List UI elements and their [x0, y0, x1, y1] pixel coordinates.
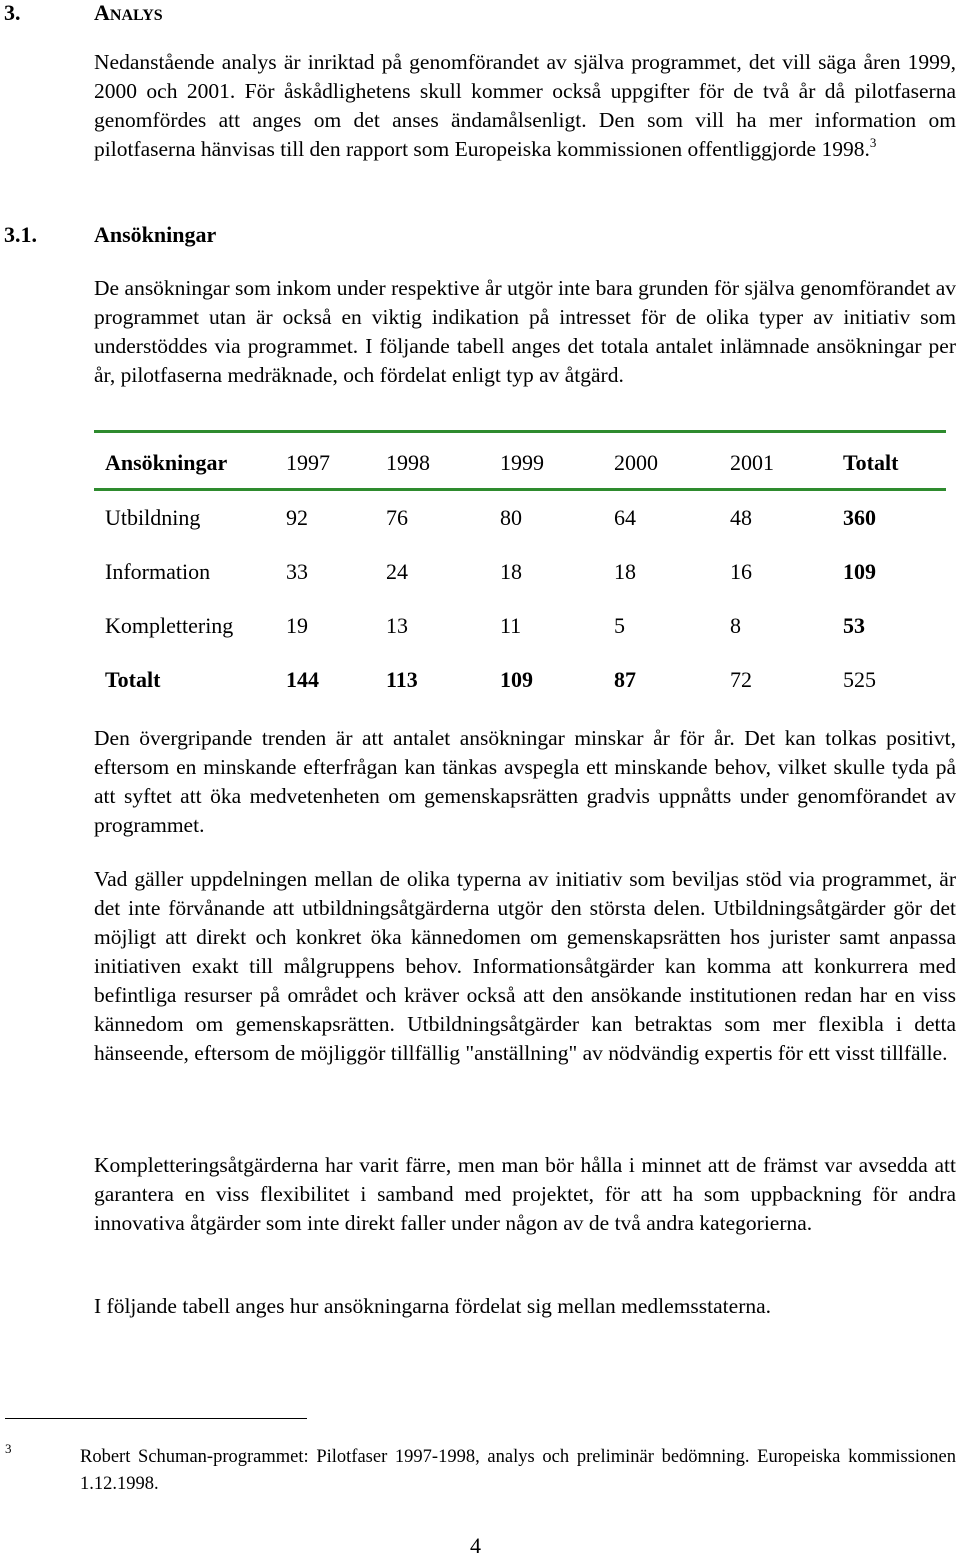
table-cell: 13 [386, 613, 408, 638]
section-number: 3. [4, 0, 21, 25]
table-cell: Utbildning [105, 505, 201, 530]
table-top-rule [94, 430, 946, 433]
subsection-number: 3.1. [4, 222, 37, 247]
table-cell: 18 [500, 559, 522, 584]
intro-paragraph-text: Nedanstående analys är inriktad på genomförandet av själva programmet, det vill säga åren 1999, 2000 och 2001. För åskådlighetens skull kommer också uppgifter för de två år då pilotfaserna genomfördes att anges om det anses ändamålsenligt. Den som vill ha mer information om pilotfaserna hänvisas till den rapport som Europeiska kommissionen offentliggjorde 1998. [94, 50, 956, 161]
table-cell: 11 [500, 613, 522, 638]
footnote-number: 3 [5, 1441, 12, 1456]
table-cell: 109 [500, 667, 533, 692]
table-header-cell: Ansökningar [105, 450, 228, 475]
table-cell: 19 [286, 613, 308, 638]
paragraph-complementary: Kompletteringsåtgärderna har varit färre, men man bör hålla i minnet att de främst var avsedda att garantera en viss flexibilitet i samband med projektet, för att ha som uppbackning för andra innovativa åtgärder som inte direkt faller under någon av de två andra kategorierna. [94, 1153, 956, 1235]
table-header-cell: 1998 [386, 450, 430, 475]
table-header-cell: 1999 [500, 450, 544, 475]
table-header-cell: 1997 [286, 450, 330, 475]
table-cell: 113 [386, 667, 418, 692]
table-cell: 76 [386, 505, 408, 530]
subsection-title: Ansökningar [94, 222, 217, 247]
section-title-rest: NALYS [109, 7, 163, 24]
paragraph-applications-intro: De ansökningar som inkom under respektive år utgör inte bara grunden för själva genomförandet av programmet utan är också en viktig indikation på intresset för de olika typer av initiativ som understöddes via programmet. I följande tabell anges det totala antalet inlämnade ansökningar per år, pilotfaserna medräknade, och fördelat enligt typ av åtgärd. [94, 276, 956, 387]
section-title [94, 0, 163, 26]
table-cell: 8 [730, 613, 741, 638]
table-cell: 144 [286, 667, 319, 692]
table-cell: 72 [730, 667, 752, 692]
page-number: 4 [470, 1533, 481, 1558]
table-cell: Totalt [105, 667, 161, 692]
table-cell: 5 [614, 613, 625, 638]
table-cell: 18 [614, 559, 636, 584]
table-header-cell: 2000 [614, 450, 658, 475]
table-cell: 33 [286, 559, 308, 584]
paragraph-distribution: Vad gäller uppdelningen mellan de olika typerna av initiativ som beviljas stöd via programmet, är det inte förvånande att utbildningsåtgärderna utgör den största delen. Utbildningsåtgärder gör det möjligt att direkt och konkret öka kännedomen om gemenskapsrätten hos jurister samt anpassa initiativen exakt till målgruppens behov. Informationsåtgärder kan komma att konkurrera med befintliga resurser på området och kräver också att den ansökande institutionen redan har en viss kännedom om gemenskapsrätten. Utbildningsåtgärder kan betraktas som mer flexibla i detta hänseende, eftersom de möjliggör tillfällig "anställning" av nödvändig expertis för ett visst tillfälle. [94, 867, 956, 1065]
table-cell: 16 [730, 559, 752, 584]
table-header-cell: 2001 [730, 450, 774, 475]
section-title-initial: A [94, 0, 110, 25]
footnote-reference[interactable]: 3 [869, 135, 877, 150]
footnote-separator [5, 1418, 307, 1419]
table-cell: 80 [500, 505, 522, 530]
table-cell: 87 [614, 667, 636, 692]
table-cell: 24 [386, 559, 408, 584]
table-cell: 48 [730, 505, 752, 530]
table-cell-total: 109 [843, 559, 876, 584]
table-cell-total: 525 [843, 667, 876, 692]
table-cell-total: 360 [843, 505, 876, 530]
table-header-rule [94, 488, 946, 491]
paragraph-member-states: I följande tabell anges hur ansökningarna fördelat sig mellan medlemsstaterna. [94, 1294, 772, 1318]
paragraph-trend: Den övergripande trenden är att antalet ansökningar minskar år för år. Det kan tolkas positivt, eftersom en minskande efterfrågan kan tänkas avspegla ett minskande behov, vilket skulle tyda på att syftet att öka medvetenheten om gemenskapsrätten gradvis uppnåtts under genomförandet av programmet. [94, 726, 956, 837]
table-cell-total: 53 [843, 613, 865, 638]
table-cell: Komplettering [105, 613, 234, 638]
footnote-text: Robert Schuman-programmet: Pilotfaser 1997-1998, analys och preliminär bedömning. Europeiska kommissionen 1.12.1998. [80, 1447, 956, 1494]
table-cell: Information [105, 559, 211, 584]
table-cell: 64 [614, 505, 636, 530]
table-cell: 92 [286, 505, 308, 530]
table-header-cell: Totalt [843, 450, 899, 475]
intro-paragraph [94, 48, 956, 164]
